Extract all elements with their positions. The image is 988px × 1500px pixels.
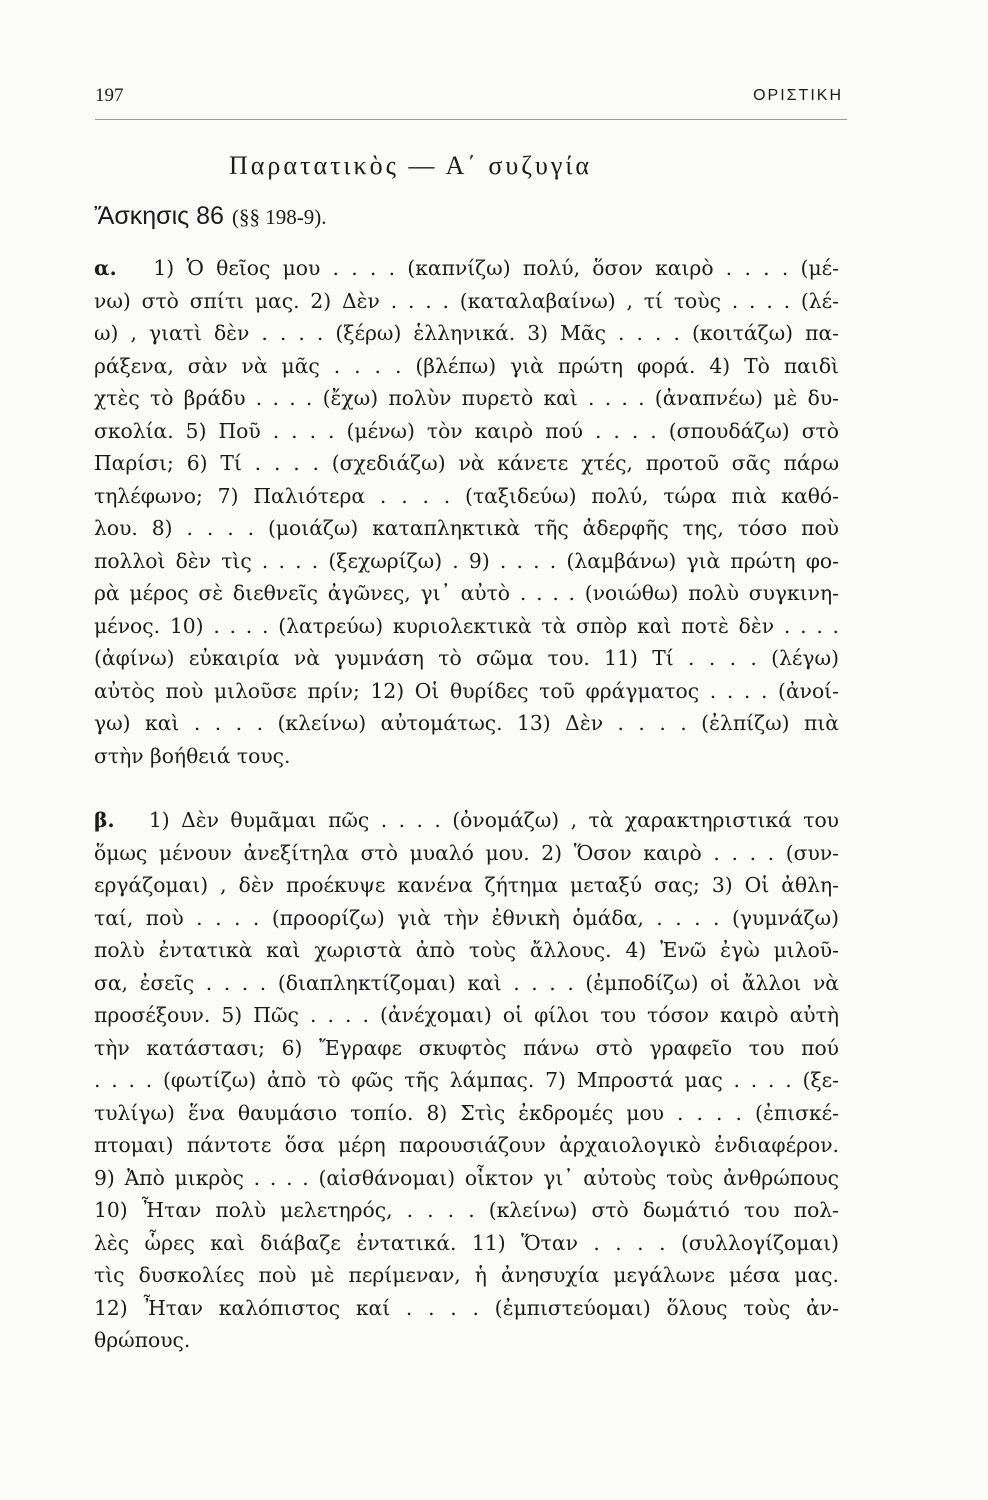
text-line (94, 1162, 839, 1195)
text-line (94, 382, 839, 415)
line-text: τὶς δυσκολίες ποὺ μὲ περίμεναν, ἡ ἀνησυχία μεγάλωνε μέσα μας. (94, 1263, 839, 1287)
text-line (94, 804, 839, 837)
exercise-title (94, 202, 326, 231)
text-line (94, 350, 839, 383)
line-text: σκολία. 5) Ποῦ . . . . (μένω) τὸν καιρὸ πού . . . . (σπουδάζω) στὸ (94, 418, 839, 443)
text-line (94, 415, 839, 448)
text-line (94, 1292, 839, 1325)
part-label: β. (94, 808, 115, 832)
text-line (94, 837, 839, 870)
text-line (94, 545, 839, 578)
line-text: ράξενα, σὰν νὰ μᾶς . . . . (βλέπω) γιὰ πρώτη φορά. 4) Τὸ παιδὶ (94, 353, 839, 378)
line-text: 10) Ἦταν πολὺ μελετηρός, . . . . (κλείνω) στὸ δωμάτιό του πολ- (94, 1198, 839, 1222)
exercise-part-a (94, 252, 839, 772)
line-text: νω) στὸ σπίτι μας. 2) Δὲν . . . . (καταλαβαίνω) , τί τοὺς . . . . (λέ- (94, 288, 839, 313)
text-line (94, 1032, 839, 1065)
exercise-number: Ἄσκησις 86 (94, 202, 224, 230)
text-line (94, 1064, 839, 1097)
line-text: σα, ἐσεῖς . . . . (διαπληκτίζομαι) καὶ . . . . (ἐμποδίζω) οἱ ἄλλοι νὰ (94, 970, 839, 995)
text-line (94, 577, 839, 610)
line-text: τηλέφωνο; 7) Παλιότερα . . . . (ταξιδεύω) πολύ, τώρα πιὰ καθό- (94, 483, 839, 508)
line-text: 1) Ὁ θεῖος μου . . . . (καπνίζω) πολύ, ὅσον καιρὸ . . . . (μέ- (153, 256, 839, 280)
text-line (94, 480, 839, 513)
text-line (94, 869, 839, 902)
text-line (94, 610, 839, 643)
line-text: πολὺ ἐντατικὰ καὶ χωριστὰ ἀπὸ τοὺς ἄλλους. 4) Ἐνῶ ἐγὼ μιλοῦ- (94, 938, 839, 962)
text-line (94, 1324, 839, 1357)
text-line (94, 1259, 839, 1292)
text-line (94, 999, 839, 1032)
page-number: 197 (95, 85, 124, 106)
line-text: θρώπους. (94, 1328, 191, 1352)
line-text: στὴν βοήθειά τους. (94, 743, 291, 768)
line-text: αὐτὸς ποὺ μιλοῦσε πρίν; 12) Οἱ θυρίδες τοῦ φράγματος . . . . (ἀνοί- (94, 678, 839, 703)
line-text: ω) , γιατὶ δὲν . . . . (ξέρω) ἑλληνικά. 3) Μᾶς . . . . (κοιτάζω) πα- (94, 321, 839, 345)
line-text: Παρίσι; 6) Τί . . . . (σχεδιάζω) νὰ κάνετε χτές, προτοῦ σᾶς πάρω (94, 451, 839, 475)
text-line (94, 252, 839, 285)
line-text: προσέξουν. 5) Πῶς . . . . (ἀνέχομαι) οἱ φίλοι του τόσον καιρὸ αὐτὴ (94, 1003, 839, 1027)
text-line (94, 1227, 839, 1260)
section-title: Παρατατικὸς — Α΄ συζυγία (229, 151, 593, 180)
running-head: ΟΡΙΣΤΙΚΗ (753, 87, 843, 104)
line-text: ὅμως μένουν ἀνεξίτηλα στὸ μυαλό μου. 2) Ὅσον καιρὸ . . . . (συν- (94, 840, 839, 865)
line-text: χτὲς τὸ βράδυ . . . . (ἔχω) πολὺν πυρετὸ καὶ . . . . (ἀναπνέω) μὲ δυ- (94, 386, 839, 410)
text-line (94, 934, 839, 967)
line-text: τὴν κατάστασι; 6) Ἔγραφε σκυφτὸς πάνω στὸ γραφεῖο του πού (94, 1035, 839, 1060)
text-line (94, 285, 839, 318)
line-text: λου. 8) . . . . (μοιάζω) καταπληκτικὰ τῆς ἀδερφῆς της, τόσο ποὺ (94, 516, 839, 540)
text-line (94, 902, 839, 935)
text-line (94, 707, 839, 740)
line-text: μένος. 10) . . . . (λατρεύω) κυριολεκτικὰ τὰ σπὸρ καὶ ποτὲ δὲν . . . . (94, 613, 839, 638)
line-text: λὲς ὧρες καὶ διάβαζε ἐντατικά. 11) Ὅταν . . . . (συλλογίζομαι) (94, 1230, 839, 1255)
page-header (95, 83, 847, 120)
line-text: ταί, ποὺ . . . . (προορίζω) γιὰ τὴν ἐθνικὴ ὁμάδα, . . . . (γυμνάζω) (94, 905, 839, 930)
text-line (94, 1097, 839, 1130)
line-text: ρὰ μέρος σὲ διεθνεῖς ἀγῶνες, γι᾿ αὐτὸ . . . . (νοιώθω) πολὺ συγκινη- (94, 581, 839, 605)
part-label: α. (94, 256, 117, 280)
line-text: γω) καὶ . . . . (κλείνω) αὐτομάτως. 13) Δὲν . . . . (ἐλπίζω) πιὰ (94, 711, 839, 735)
line-text: 12) Ἦταν καλόπιστος καί . . . . (ἐμπιστεύομαι) ὅλους τοὺς ἀν- (94, 1295, 839, 1320)
exercise-reference: (§§ 198-9). (231, 205, 327, 229)
text-line (94, 1194, 839, 1227)
text-line (94, 447, 839, 480)
text-line (94, 1129, 839, 1162)
line-text: πολλοὶ δὲν τὶς . . . . (ξεχωρίζω) . 9) . . . . (λαμβάνω) γιὰ πρώτη φο- (94, 548, 839, 573)
line-text: 9) Ἀπὸ μικρὸς . . . . (αἰσθάνομαι) οἶκτον γι᾿ αὐτοὺς τοὺς ἀνθρώπους (94, 1165, 839, 1190)
line-text: τυλίγω) ἕνα θαυμάσιο τοπίο. 8) Στὶς ἐκδρομές μου . . . . (ἐπισκέ- (94, 1100, 839, 1125)
text-line (94, 675, 839, 708)
text-line (94, 642, 839, 675)
text-line (94, 740, 839, 773)
line-text: πτομαι) πάντοτε ὅσα μέρη παρουσιάζουν ἀρχαιολογικὸ ἐνδιαφέρον. (94, 1133, 839, 1157)
line-text: εργάζομαι) , δὲν προέκυψε κανένα ζήτημα μεταξύ σας; 3) Οἱ ἀθλη- (94, 873, 839, 897)
line-text: . . . . (φωτίζω) ἀπὸ τὸ φῶς τῆς λάμπας. 7) Μπροστά μας . . . . (ξε- (94, 1068, 839, 1092)
text-line (94, 317, 839, 350)
line-text: 1) Δὲν θυμᾶμαι πῶς . . . . (ὀνομάζω) , τὰ χαρακτηριστικά του (148, 808, 839, 832)
exercise-part-b (94, 804, 839, 1357)
line-text: (ἀφίνω) εὐκαιρία νὰ γυμνάση τὸ σῶμα του. 11) Τί . . . . (λέγω) (94, 646, 839, 670)
text-line (94, 967, 839, 1000)
text-line (94, 512, 839, 545)
